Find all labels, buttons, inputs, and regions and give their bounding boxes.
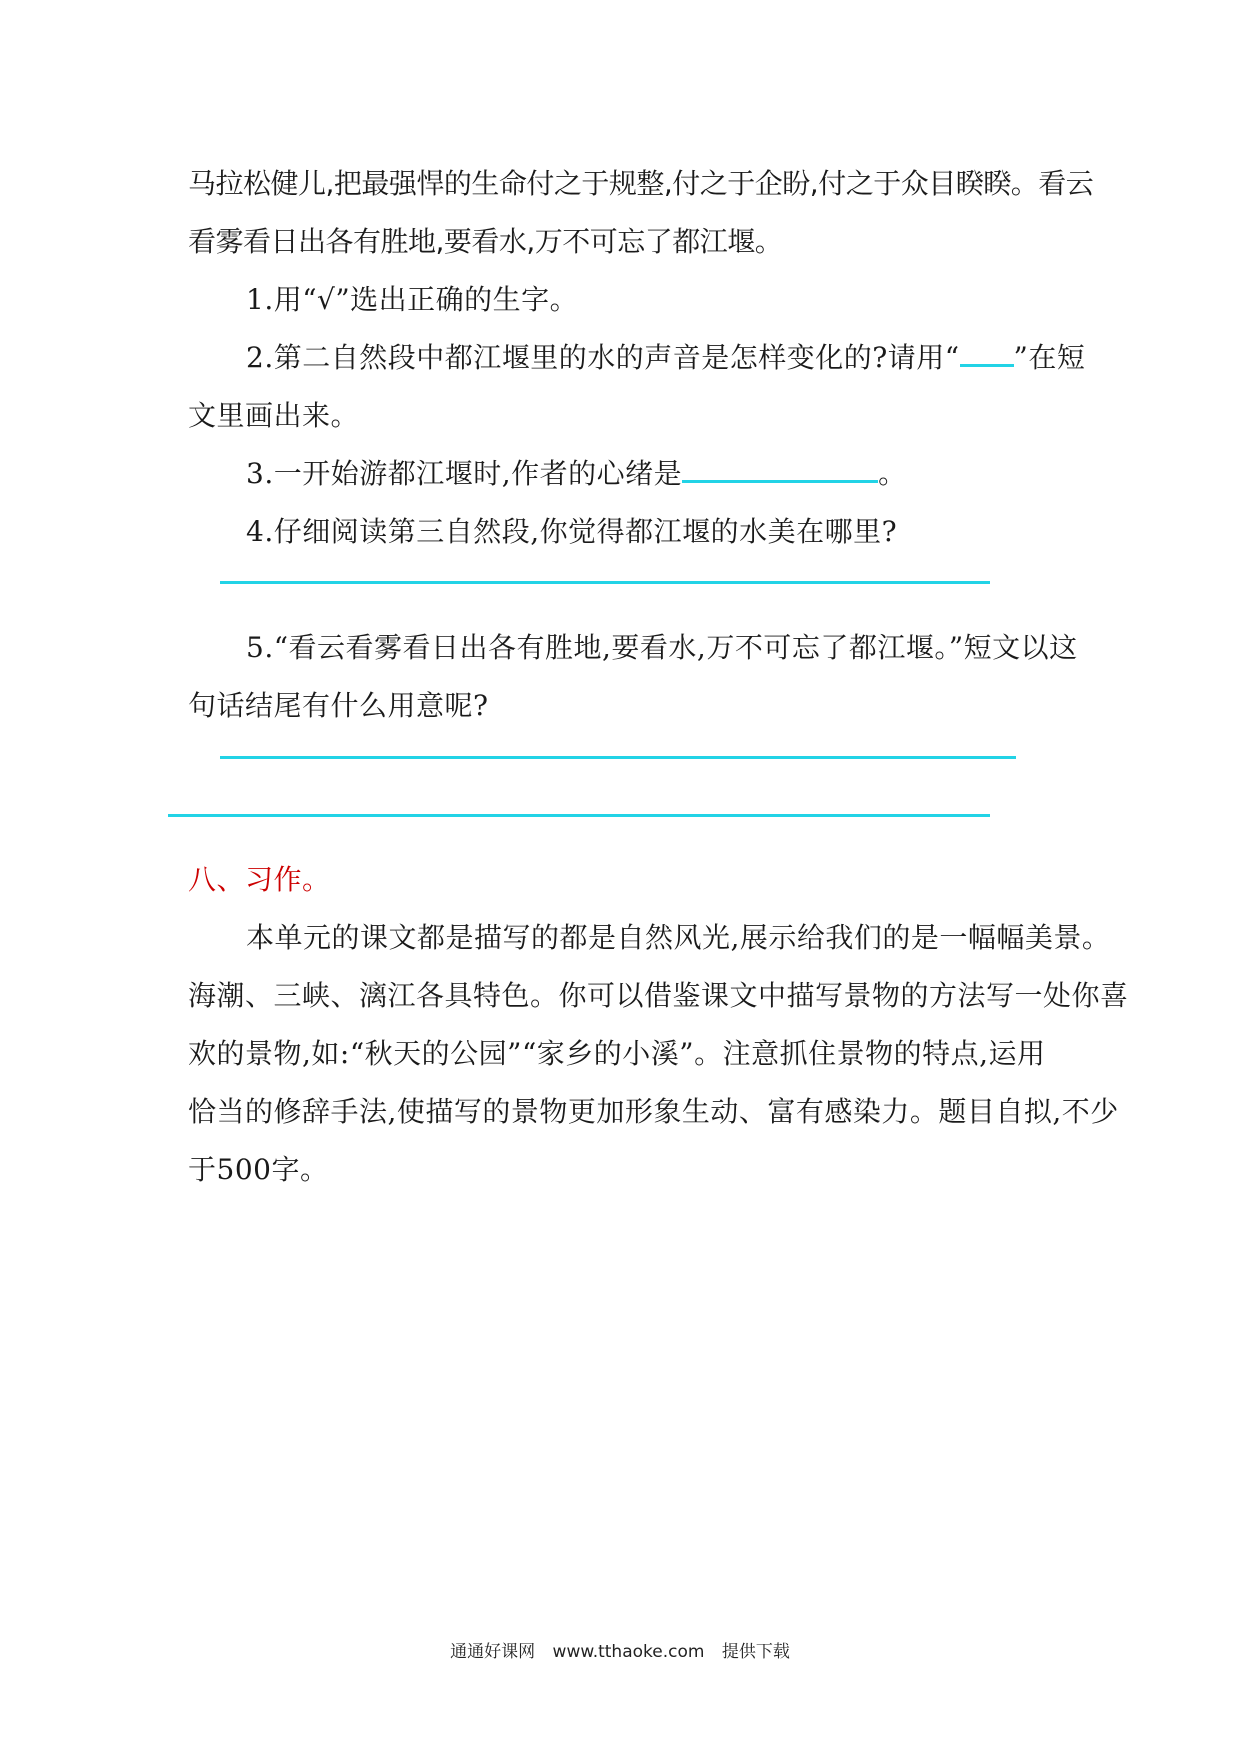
section-8-heading: 八、习作。	[188, 863, 331, 896]
section-8-line-4: 恰当的修辞手法,使描写的景物更加形象生动、富有感染力。题目自拟,不少	[188, 1095, 1119, 1128]
question-3	[246, 454, 1146, 494]
passage-line-2: 看雾看日出各有胜地,要看水,万不可忘了都江堰。	[188, 225, 783, 258]
question-4-answer-line[interactable]	[220, 581, 990, 584]
question-3-text: 3.一开始游都江堰时,作者的心绪是	[246, 457, 683, 490]
question-2-line-2: 文里画出来。	[188, 399, 360, 432]
question-2	[246, 338, 1146, 378]
question-5-answer-line-2[interactable]	[168, 814, 990, 817]
question-2-text-end: ”在短	[1013, 341, 1086, 374]
question-1: 1.用“√”选出正确的生字。	[246, 283, 579, 316]
footer-suffix: 提供下载	[721, 1642, 790, 1662]
section-8-line-3: 欢的景物,如:“秋天的公园”“家乡的小溪”。注意抓住景物的特点,运用	[188, 1037, 1046, 1070]
page-footer	[0, 1637, 1240, 1662]
question-3-text-end: 。	[878, 457, 907, 490]
footer-url[interactable]: www.tthaoke.com	[552, 1642, 705, 1662]
question-4: 4.仔细阅读第三自然段,你觉得都江堰的水美在哪里?	[246, 515, 898, 548]
section-8-line-5: 于500字。	[188, 1153, 329, 1186]
section-8-line-2: 海潮、三峡、漓江各具特色。你可以借鉴课文中描写景物的方法写一处你喜	[188, 979, 1129, 1012]
question-5-line-2: 句话结尾有什么用意呢?	[188, 689, 489, 722]
footer-site-name: 通通好课网	[450, 1642, 536, 1662]
passage-line-1: 马拉松健儿,把最强悍的生命付之于规整,付之于企盼,付之于众目睽睽。看云	[188, 167, 1094, 200]
question-5-answer-line-1[interactable]	[220, 756, 1016, 759]
question-2-text: 2.第二自然段中都江堰里的水的声音是怎样变化的?请用“	[246, 341, 960, 374]
question-5-line-1: 5.“看云看雾看日出各有胜地,要看水,万不可忘了都江堰。”短文以这	[246, 631, 1078, 664]
question-3-answer-blank[interactable]	[682, 454, 878, 483]
section-8-line-1: 本单元的课文都是描写的都是自然风光,展示给我们的是一幅幅美景。	[246, 921, 1111, 954]
question-2-sample-underline	[960, 338, 1014, 367]
